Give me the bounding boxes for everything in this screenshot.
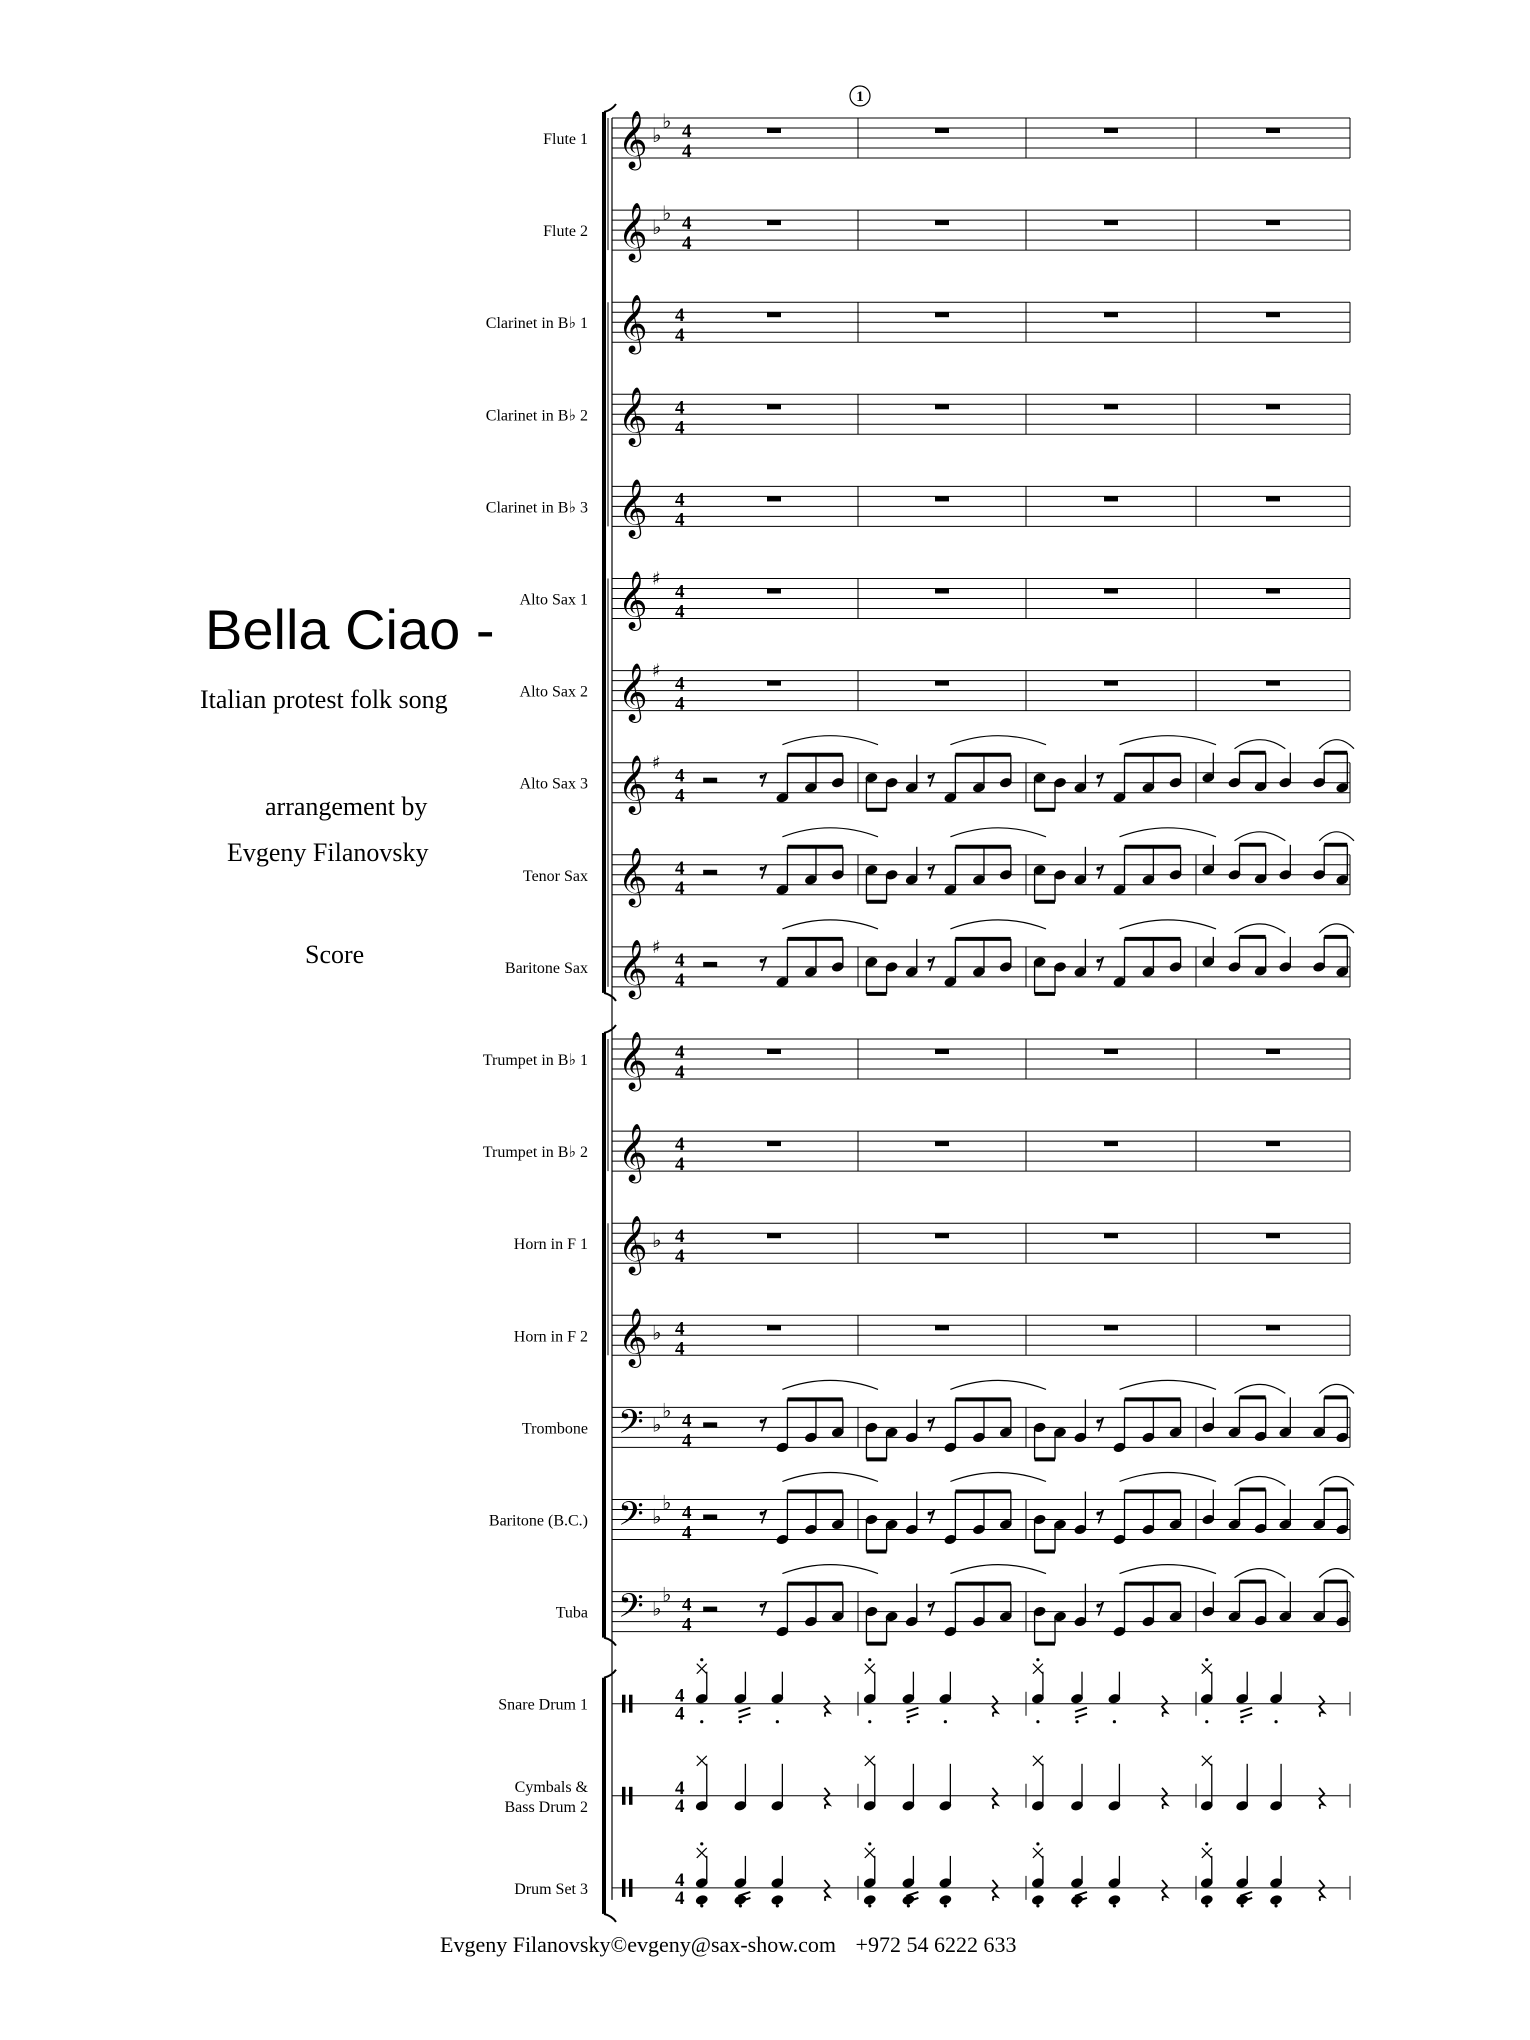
staccato-dot bbox=[1205, 1842, 1208, 1845]
half-rest bbox=[703, 1515, 717, 1520]
slur bbox=[782, 736, 878, 745]
staccato-dot bbox=[907, 1720, 910, 1723]
percussion-bracket-hook bbox=[604, 1670, 616, 1678]
eighth-rest-dot bbox=[1096, 1604, 1100, 1608]
treble-clef-icon: 𝄞 bbox=[618, 478, 648, 537]
whole-rest bbox=[1266, 496, 1280, 501]
instrument-name: Cymbals & bbox=[514, 1778, 588, 1796]
treble-clef-icon: 𝄞 bbox=[618, 754, 648, 813]
treble-clef-icon: 𝄞 bbox=[618, 938, 648, 997]
slur bbox=[782, 1473, 878, 1482]
time-signature-top: 4 bbox=[675, 397, 685, 419]
instrument-name: Snare Drum 1 bbox=[498, 1696, 588, 1714]
slur bbox=[950, 1565, 1046, 1574]
whole-rest bbox=[767, 1325, 781, 1330]
treble-clef-icon: 𝄞 bbox=[618, 846, 648, 905]
tremolo-slash bbox=[906, 1892, 918, 1896]
whole-rest bbox=[935, 312, 949, 317]
whole-rest bbox=[1266, 1049, 1280, 1054]
time-signature-top: 4 bbox=[675, 581, 685, 603]
tremolo-slash bbox=[738, 1892, 750, 1896]
staccato-dot bbox=[1075, 1904, 1078, 1907]
flat-icon: ♭ bbox=[652, 215, 662, 240]
tremolo-slash bbox=[1240, 1714, 1252, 1718]
instrument-name: Trumpet in B♭ 1 bbox=[482, 1052, 588, 1069]
quarter-rest bbox=[992, 1880, 997, 1901]
whole-rest bbox=[935, 220, 949, 225]
staccato-dot bbox=[1205, 1658, 1208, 1661]
time-signature-bottom: 4 bbox=[675, 1154, 685, 1176]
staccato-dot bbox=[1274, 1720, 1277, 1723]
time-signature-bottom: 4 bbox=[675, 1795, 685, 1817]
whole-rest bbox=[1266, 1141, 1280, 1146]
note-head bbox=[901, 1894, 915, 1906]
footer-phone: +972 54 6222 633 bbox=[855, 1932, 1017, 1957]
staccato-dot bbox=[700, 1658, 703, 1661]
slur bbox=[1120, 920, 1217, 929]
instrument-name: Clarinet in B♭ 1 bbox=[485, 315, 588, 333]
treble-clef-icon: 𝄞 bbox=[618, 1031, 648, 1089]
treble-clef-icon: 𝄞 bbox=[618, 202, 648, 261]
staccato-dot bbox=[1241, 1904, 1244, 1907]
note-head bbox=[1031, 1894, 1045, 1906]
quarter-rest bbox=[824, 1696, 829, 1717]
staccato-dot bbox=[1241, 1720, 1244, 1723]
whole-rest bbox=[767, 220, 781, 225]
slur bbox=[1120, 736, 1217, 745]
time-signature-bottom: 4 bbox=[675, 601, 685, 623]
slur bbox=[950, 736, 1046, 745]
instrument-name: Trumpet in B♭ 2 bbox=[482, 1144, 588, 1162]
staccato-dot bbox=[868, 1904, 871, 1907]
sharp-icon: ♯ bbox=[652, 660, 661, 682]
instrument-name: Alto Sax 1 bbox=[519, 591, 588, 609]
whole-rest bbox=[935, 681, 949, 686]
eighth-rest-dot bbox=[928, 867, 932, 871]
staccato-dot bbox=[868, 1658, 871, 1661]
sharp-icon: ♯ bbox=[652, 568, 661, 590]
note-head bbox=[1107, 1894, 1121, 1906]
time-signature-bottom: 4 bbox=[675, 1246, 685, 1268]
treble-clef-icon: 𝄞 bbox=[618, 570, 648, 629]
eighth-rest-dot bbox=[1096, 1419, 1100, 1423]
whole-rest bbox=[935, 404, 949, 409]
whole-rest bbox=[935, 589, 949, 594]
whole-rest bbox=[1104, 404, 1118, 409]
instrument-name: Horn in F 1 bbox=[513, 1236, 588, 1254]
slur bbox=[1319, 1569, 1354, 1578]
whole-rest bbox=[1104, 496, 1118, 501]
instrument-name: Baritone (B.C.) bbox=[488, 1512, 588, 1530]
footer-copyright: Evgeny Filanovsky©evgeny@sax-show.com bbox=[440, 1932, 837, 1957]
time-signature-bottom: 4 bbox=[675, 969, 685, 991]
note-head bbox=[695, 1894, 709, 1906]
eighth-rest-dot bbox=[760, 959, 764, 963]
slur bbox=[1319, 740, 1354, 749]
treble-clef-icon: 𝄞 bbox=[618, 1307, 648, 1366]
time-signature-bottom: 4 bbox=[682, 1430, 692, 1452]
treble-clef-icon: 𝄞 bbox=[618, 110, 648, 168]
note-head bbox=[1269, 1894, 1283, 1906]
slur bbox=[1235, 924, 1286, 933]
flat-icon: ♭ bbox=[652, 1596, 662, 1621]
tremolo-slash bbox=[906, 1708, 918, 1712]
brass-bracket-hook bbox=[604, 1638, 616, 1646]
footer bbox=[440, 1932, 1030, 1958]
eighth-rest-dot bbox=[928, 959, 932, 963]
percussion-clef-icon bbox=[629, 1695, 633, 1713]
time-signature-top: 4 bbox=[675, 765, 685, 787]
tremolo-slash bbox=[1075, 1714, 1087, 1718]
whole-rest bbox=[1104, 1049, 1118, 1054]
staccato-dot bbox=[1036, 1658, 1039, 1661]
whole-rest bbox=[767, 1141, 781, 1146]
flat-icon: ♭ bbox=[662, 1398, 672, 1423]
treble-clef-icon: 𝄞 bbox=[618, 662, 648, 721]
whole-rest bbox=[935, 1325, 949, 1330]
quarter-rest bbox=[1162, 1788, 1167, 1809]
note-head bbox=[1070, 1894, 1084, 1906]
arranger-name: Evgeny Filanovsky bbox=[227, 838, 429, 867]
tremolo-slash bbox=[738, 1714, 750, 1718]
slur bbox=[782, 1565, 878, 1574]
slur bbox=[1319, 1477, 1354, 1486]
whole-rest bbox=[767, 312, 781, 317]
instrument-name: Alto Sax 2 bbox=[519, 683, 588, 701]
flat-icon: ♭ bbox=[652, 1504, 662, 1529]
quarter-rest bbox=[1162, 1696, 1167, 1717]
quarter-rest bbox=[992, 1788, 997, 1809]
treble-clef-icon: 𝄞 bbox=[618, 386, 648, 445]
time-signature-top: 4 bbox=[675, 1226, 685, 1248]
staccato-dot bbox=[868, 1720, 871, 1723]
eighth-rest-dot bbox=[928, 1604, 932, 1608]
quarter-rest bbox=[1319, 1788, 1324, 1809]
slur bbox=[950, 1380, 1046, 1389]
whole-rest bbox=[935, 128, 949, 133]
time-signature-bottom: 4 bbox=[675, 877, 685, 899]
eighth-rest-dot bbox=[1096, 1512, 1100, 1516]
whole-rest bbox=[1104, 681, 1118, 686]
brass-bracket-hook bbox=[604, 1025, 616, 1033]
flat-icon: ♭ bbox=[662, 1490, 672, 1515]
time-signature-top: 4 bbox=[675, 1869, 685, 1891]
whole-rest bbox=[1104, 1325, 1118, 1330]
whole-rest bbox=[935, 1049, 949, 1054]
note-head bbox=[1200, 1894, 1214, 1906]
tremolo-slash bbox=[738, 1708, 750, 1712]
percussion-clef-icon bbox=[629, 1787, 633, 1805]
percussion-clef-icon bbox=[622, 1787, 626, 1805]
quarter-rest bbox=[1319, 1696, 1324, 1717]
staccato-dot bbox=[776, 1720, 779, 1723]
percussion-clef-icon bbox=[629, 1879, 633, 1897]
time-signature-top: 4 bbox=[682, 1410, 692, 1432]
eighth-rest-dot bbox=[760, 775, 764, 779]
whole-rest bbox=[1104, 1233, 1118, 1238]
whole-rest bbox=[1266, 589, 1280, 594]
instrument-name: Tenor Sax bbox=[522, 867, 588, 885]
staccato-dot bbox=[700, 1842, 703, 1845]
staccato-dot bbox=[739, 1720, 742, 1723]
quarter-rest bbox=[824, 1880, 829, 1901]
slur bbox=[1120, 1565, 1217, 1574]
half-rest bbox=[703, 870, 717, 875]
slur bbox=[950, 1473, 1046, 1482]
time-signature-bottom: 4 bbox=[682, 1614, 692, 1636]
instrument-name: Bass Drum 2 bbox=[504, 1798, 588, 1816]
tremolo-slash bbox=[1240, 1708, 1252, 1712]
slur bbox=[950, 828, 1046, 837]
bass-clef-icon: 𝄢 bbox=[618, 1495, 644, 1542]
slur bbox=[782, 828, 878, 837]
time-signature-bottom: 4 bbox=[682, 233, 692, 255]
eighth-rest-dot bbox=[928, 775, 932, 779]
time-signature-bottom: 4 bbox=[675, 1703, 685, 1725]
staccato-dot bbox=[776, 1904, 779, 1907]
eighth-rest-dot bbox=[760, 1512, 764, 1516]
tremolo-slash bbox=[906, 1714, 918, 1718]
slur bbox=[782, 920, 878, 929]
time-signature-top: 4 bbox=[675, 305, 685, 327]
arranger-credit-label: arrangement by bbox=[265, 792, 428, 821]
time-signature-top: 4 bbox=[675, 949, 685, 971]
time-signature-top: 4 bbox=[675, 1318, 685, 1340]
whole-rest bbox=[1104, 220, 1118, 225]
bass-clef-icon: 𝄢 bbox=[618, 1403, 644, 1450]
staccato-dot bbox=[1113, 1904, 1116, 1907]
percussion-clef-icon bbox=[622, 1879, 626, 1897]
whole-rest bbox=[767, 128, 781, 133]
whole-rest bbox=[1104, 1141, 1118, 1146]
half-rest bbox=[703, 778, 717, 783]
whole-rest bbox=[767, 589, 781, 594]
eighth-rest-dot bbox=[1096, 959, 1100, 963]
time-signature-top: 4 bbox=[675, 1777, 685, 1799]
half-rest bbox=[703, 1607, 717, 1612]
flat-icon: ♭ bbox=[662, 109, 672, 133]
tremolo-slash bbox=[1075, 1892, 1087, 1896]
slur bbox=[1235, 1477, 1286, 1486]
whole-rest bbox=[1266, 1233, 1280, 1238]
time-signature-top: 4 bbox=[675, 857, 685, 879]
eighth-rest-dot bbox=[760, 1604, 764, 1608]
whole-rest bbox=[1266, 220, 1280, 225]
tremolo-slash bbox=[1075, 1708, 1087, 1712]
time-signature-bottom: 4 bbox=[675, 1338, 685, 1360]
time-signature-top: 4 bbox=[682, 1502, 692, 1524]
staccato-dot bbox=[739, 1904, 742, 1907]
whole-rest bbox=[767, 1049, 781, 1054]
rehearsal-mark: 1 bbox=[856, 89, 864, 105]
time-signature-bottom: 4 bbox=[675, 785, 685, 807]
staccato-dot bbox=[1205, 1904, 1208, 1907]
whole-rest bbox=[767, 404, 781, 409]
staccato-dot bbox=[1113, 1720, 1116, 1723]
staccato-dot bbox=[868, 1842, 871, 1845]
staccato-dot bbox=[1036, 1720, 1039, 1723]
whole-rest bbox=[1266, 312, 1280, 317]
instrument-name: Drum Set 3 bbox=[514, 1880, 588, 1898]
tremolo-slash bbox=[1240, 1892, 1252, 1896]
staccato-dot bbox=[944, 1904, 947, 1907]
eighth-rest-dot bbox=[928, 1512, 932, 1516]
half-rest bbox=[703, 962, 717, 967]
time-signature-top: 4 bbox=[675, 1685, 685, 1707]
whole-rest bbox=[935, 496, 949, 501]
instrument-name: Tuba bbox=[555, 1604, 588, 1622]
note-head bbox=[770, 1894, 784, 1906]
instrument-name: Baritone Sax bbox=[504, 959, 588, 977]
piece-subtitle: Italian protest folk song bbox=[200, 685, 448, 714]
time-signature-bottom: 4 bbox=[682, 1522, 692, 1544]
whole-rest bbox=[1104, 128, 1118, 133]
flat-icon: ♭ bbox=[652, 1320, 662, 1345]
time-signature-bottom: 4 bbox=[675, 509, 685, 531]
whole-rest bbox=[1266, 128, 1280, 133]
slur bbox=[1120, 828, 1217, 837]
time-signature-bottom: 4 bbox=[682, 141, 692, 162]
time-signature-top: 4 bbox=[675, 1134, 685, 1156]
slur bbox=[1120, 1380, 1217, 1389]
instrument-name: Alto Sax 3 bbox=[519, 775, 588, 793]
score-label: Score bbox=[305, 940, 365, 969]
eighth-rest-dot bbox=[760, 1419, 764, 1423]
quarter-rest bbox=[992, 1696, 997, 1717]
staccato-dot bbox=[1274, 1904, 1277, 1907]
time-signature-top: 4 bbox=[682, 213, 692, 235]
slur bbox=[950, 920, 1046, 929]
staccato-dot bbox=[1075, 1720, 1078, 1723]
staccato-dot bbox=[700, 1904, 703, 1907]
eighth-rest-dot bbox=[1096, 775, 1100, 779]
note-head bbox=[733, 1894, 747, 1906]
woodwind-bracket-hook bbox=[604, 104, 616, 112]
quarter-rest bbox=[824, 1788, 829, 1809]
time-signature-bottom: 4 bbox=[675, 417, 685, 439]
bass-clef-icon: 𝄢 bbox=[618, 1587, 644, 1634]
sharp-icon: ♯ bbox=[652, 752, 661, 774]
whole-rest bbox=[1266, 404, 1280, 409]
instrument-name: Flute 1 bbox=[543, 131, 588, 148]
slur bbox=[1235, 1569, 1286, 1578]
time-signature-top: 4 bbox=[682, 1594, 692, 1616]
flat-icon: ♭ bbox=[662, 1582, 672, 1607]
flat-icon: ♭ bbox=[652, 1412, 662, 1437]
eighth-rest-dot bbox=[760, 867, 764, 871]
flat-icon: ♭ bbox=[652, 123, 662, 147]
quarter-rest bbox=[1319, 1880, 1324, 1901]
instrument-name: Clarinet in B♭ 2 bbox=[485, 407, 588, 425]
note-head bbox=[863, 1894, 877, 1906]
note-head bbox=[938, 1894, 952, 1906]
treble-clef-icon: 𝄞 bbox=[618, 1123, 648, 1182]
treble-clef-icon: 𝄞 bbox=[618, 294, 648, 353]
staccato-dot bbox=[700, 1720, 703, 1723]
whole-rest bbox=[1104, 312, 1118, 317]
staccato-dot bbox=[944, 1720, 947, 1723]
eighth-rest-dot bbox=[928, 1419, 932, 1423]
slur bbox=[1319, 924, 1354, 933]
time-signature-bottom: 4 bbox=[675, 693, 685, 715]
staccato-dot bbox=[1205, 1720, 1208, 1723]
instrument-name: Clarinet in B♭ 3 bbox=[485, 499, 588, 517]
whole-rest bbox=[767, 1233, 781, 1238]
staccato-dot bbox=[1036, 1904, 1039, 1907]
flat-icon: ♭ bbox=[652, 1228, 662, 1253]
treble-clef-icon: 𝄞 bbox=[618, 1215, 648, 1274]
piece-title: Bella Ciao - bbox=[205, 598, 495, 661]
slur bbox=[1319, 1384, 1354, 1393]
time-signature-top: 4 bbox=[682, 121, 692, 142]
flat-icon: ♭ bbox=[662, 201, 672, 226]
whole-rest bbox=[767, 681, 781, 686]
time-signature-bottom: 4 bbox=[675, 1062, 685, 1083]
instrument-name: Trombone bbox=[521, 1420, 588, 1438]
woodwind-bracket-hook bbox=[604, 993, 616, 1001]
slur bbox=[1235, 740, 1286, 749]
sharp-icon: ♯ bbox=[652, 936, 661, 958]
half-rest bbox=[703, 1422, 717, 1427]
whole-rest bbox=[1266, 1325, 1280, 1330]
instrument-name: Flute 2 bbox=[543, 223, 588, 241]
slur bbox=[1319, 832, 1354, 841]
staccato-dot bbox=[1036, 1842, 1039, 1845]
quarter-rest bbox=[1162, 1880, 1167, 1901]
staccato-dot bbox=[907, 1904, 910, 1907]
time-signature-bottom: 4 bbox=[675, 325, 685, 347]
time-signature-bottom: 4 bbox=[675, 1887, 685, 1909]
slur bbox=[1235, 832, 1286, 841]
time-signature-top: 4 bbox=[675, 673, 685, 695]
time-signature-top: 4 bbox=[675, 489, 685, 511]
whole-rest bbox=[1104, 589, 1118, 594]
whole-rest bbox=[935, 1233, 949, 1238]
instrument-name: Horn in F 2 bbox=[513, 1328, 588, 1346]
whole-rest bbox=[935, 1141, 949, 1146]
eighth-rest-dot bbox=[1096, 867, 1100, 871]
note-head bbox=[1235, 1894, 1249, 1906]
whole-rest bbox=[1266, 681, 1280, 686]
percussion-bracket-hook bbox=[604, 1914, 616, 1922]
time-signature-top: 4 bbox=[675, 1042, 685, 1063]
percussion-clef-icon bbox=[622, 1695, 626, 1713]
slur bbox=[782, 1380, 878, 1389]
slur bbox=[1120, 1473, 1217, 1482]
slur bbox=[1235, 1384, 1286, 1393]
whole-rest bbox=[767, 496, 781, 501]
